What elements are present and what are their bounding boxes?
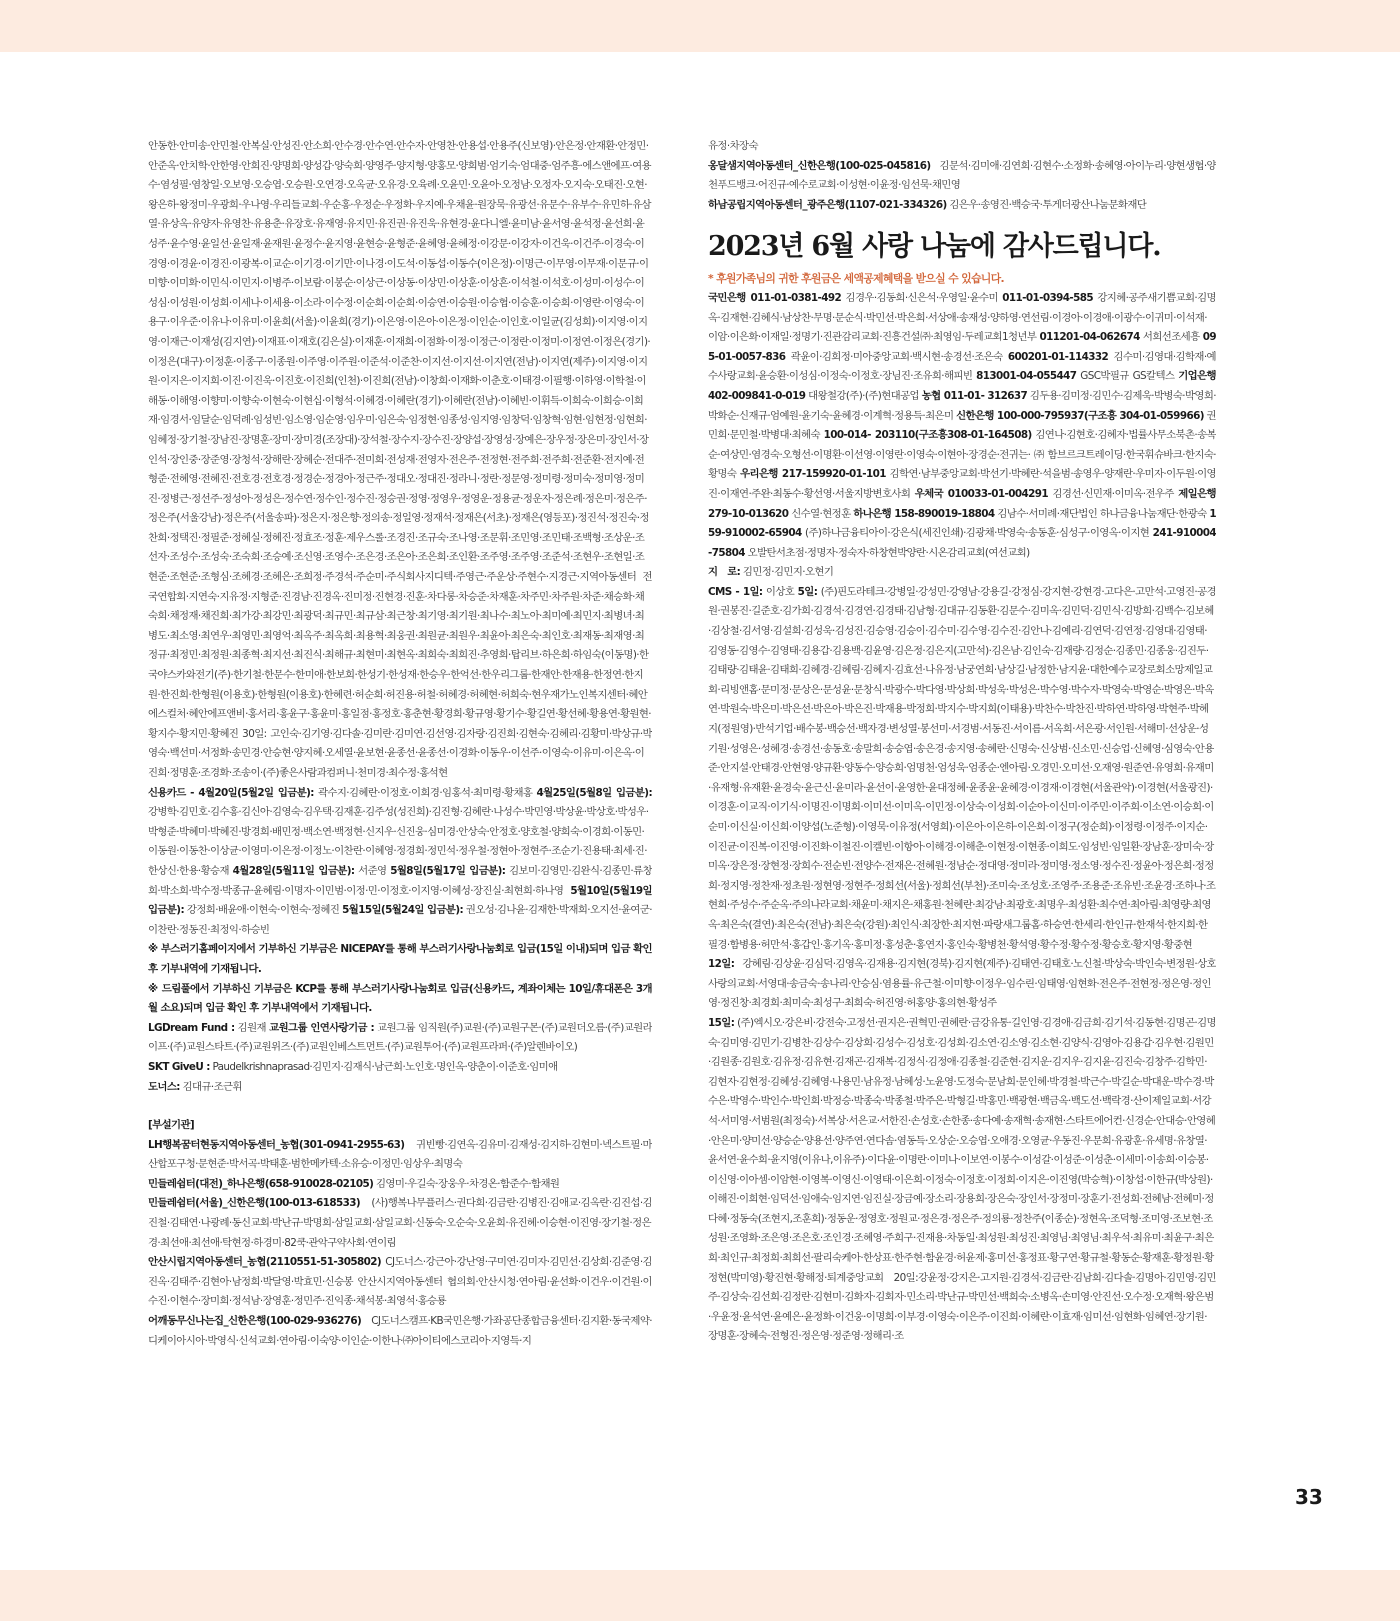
affiliate-entry <box>148 1175 652 1195</box>
page-number: 33 <box>1295 1485 1323 1509</box>
affiliate-entry <box>148 1312 652 1351</box>
center-label: 하남공립지역아동센터_광주은행(1107-021-334326) <box>708 198 947 211</box>
bank-account-donors: GSC박필규 GS칼텍스 <box>1076 370 1179 383</box>
bank-account-label: 우체국 010033-01-004291 <box>914 487 1049 500</box>
skt-donors: Paudelkrishnaprasad·김민지·김재식·남근희·노인호·명인옥·양춘이·이준호·임미애 <box>209 1060 558 1073</box>
card-label: 4월25일(5월8일 입금분): <box>536 786 652 799</box>
bank-account-label: 국민은행 011-01-0381-492 <box>708 291 842 304</box>
spacer <box>148 1097 652 1116</box>
bank-account-donors: 김경선·신민재·이미옥·전우주 <box>1048 487 1179 500</box>
bank-account-donors: 김연나·김현호·김혜자·법률사무소북촌·송복순·여상민·염경숙·오형선·이명환·이선영·이영란·이영숙·이현아·장경순·전귀는·㈜함브르크트레이딩·한국휘슈바크·한지숙·황명숙 <box>708 429 1216 481</box>
card-donors: 강병학·김민호·김수홍·김신아·김영숙·김우택·김재훈·김주성(성진희)·김진형·김혜란·나성수·박민영·박상윤·박상호·박성우·박형준·박혜미·박혜진·방경희·배민정·백소연·백정현·신지우·신진웅·심미경·안상숙·안정호·양호철·양희숙·이경희·이동민·이동원·이동찬·이상균·이영미·이은정·이정노·이찬란·이혜영·정경희·정민석·정우철·정현아·정현주·조순기·진용태·최세·진·한상신·한용·황승재 <box>148 806 649 877</box>
bank-account-label: 기업은행 402-009841-0-019 <box>708 370 1216 402</box>
bank-account-donors: 강지혜·공주새기쁨교회·김명옥·김재현·김혜식·남상찬·무명·문순식·박민선·박은희·서상애·송재성·양하영·연선림·이경아·이경애·이광수·이귀미·이석재·이암·이은화·이재일·정명기·진관감리교회·진흥건설㈜·최영임·두레교회1청년부 <box>708 291 1216 344</box>
card-label: 5월8일(5월17일 입금분): <box>390 864 506 877</box>
affiliate-donors: (사)행복나무플러스·권다희·김금란·김병진·김애교·김옥란·김진섭·김진철·김태연·나광례·동신교회·박난규·박명희·삼일교회·삼일교회·신동숙·오순숙·오윤희·유진혜·이승현·이진영·장기철·정은경·최선애·최선애·탁현정·하경미·82쿡·관악구약사회·연이림 <box>148 1197 652 1249</box>
bank-account-donors: 김수미·김영대·김학재·예수사랑교회·윤승환·이성심·이정숙·이정호·장님진·조유희·해피빈 <box>708 350 1216 383</box>
continued-line: 유정·차장숙 <box>708 140 758 152</box>
center-donors: 김문석·김미애·김연희·김현수·소정화·송혜영·아이누리·양현생협·양천푸드뱅크·어진규·예수로교회·이성현·이윤정·임선묵·채민영 <box>708 159 1216 192</box>
affiliate-label: 민들레쉼터(대전)_하나은행(658-910028-02105) <box>148 1177 374 1190</box>
bank-account-label: 011201-04-062674 <box>1039 331 1140 344</box>
affiliate-donors: 귀빈빵·김연옥·김유미·김재성·김지하·김현미·넥스트필·마산합포구청·문현준·박서곡·박태훈·범한메카텍·소유승·이정민·임상우·최명숙 <box>148 1138 652 1171</box>
cms-label: 5일: <box>797 585 818 598</box>
bottom-decorative-band <box>0 1570 1400 1621</box>
affiliate-entry <box>148 1136 652 1175</box>
donor-list: 안동한·안미송·안민철·안복실·안성진·안소희·안수경·안수연·안수자·안영찬·안용섭·안용주(신보영)·안은정·안재환·안정민·안준옥·안치학·안한영·안희진·양명희·양성갑·양숙희·양영주·양지형·양홍모·양희범·엄기숙·엄대중·엄주흥·에스앤에프·여용수·염성필·염창일·오보영·오승엽·오승원·오연경·오옥균·오유경·오육례·오윤민·오윤아·오정남·오정자·오지숙·오태진·오현·왕은하·왕정미·우광희·우나영·우리들교회·우순홍·우정순·우정화·우지예·우채윤·원장묵·유광선·유문수·유부수·유민하·유삼열·유상옥·유양자·유영찬·유용춘·유장호·유재영·유지민·유진권·유진욱·유현경·윤다니엘·윤미남·윤서영·윤석정·윤선희·윤성주·윤수영·윤일선·윤일재·윤재원·윤정수·윤지영·윤현승·윤형준·윤혜영·윤혜정·이강문·이강자·이건욱·이건주·이경숙·이경영·이경윤·이경진·이광복·이교순·이기경·이기만·이나경·이도석·이동섭·이동수(이은정)·이명근·이무영·이무재·이문규·이미향·이미화·이민식·이민지·이병주·이보람·이봉순·이상근·이상동·이상민·이상훈·이상흔·이석철·이석호·이성미·이성수·이성심·이성원·이성희·이세나·이세용·이소라·이수정·이순희·이순희·이승연·이승원·이승협·이승훈·이승희·이영란·이영숙·이용구·이우준·이유나·이유미·이윤희(서울)·이윤희(경기)·이은영·이은아·이은정·이인순·이인호·이일균(김성희)·이지영·이지영·이재근·이재성(김지연)·이재표·이재호(김은실)·이재훈·이재희·이점화·이정·이정근·이정란·이정미·이정연·이정은(경기)·이정은(대구)·이정훈·이종구·이종원·이주영·이주원·이준석·이준찬·이지선·이지선·이지연(전남)·이지연(제주)·이지영·이지원·이지은·이지희·이진·이진욱·이진호·이진희(인천)·이진희(전남)·이창희·이재화·이춘호·이태경·이필행·이하영·이학철·이해동·이해영·이향미·이향숙·이현숙·이현십·이형석·이혜경·이혜란(경기)·이혜란(전남)·이혜빈·이휘득·이희숙·이희승·이희재·임경서·임달순·임덕례·임성빈·임소영·임순영·임우미·임은숙·임정현·임종성·임지영·임창덕·임창혁·임현·임현정·임현희·임혜정·장기철·장남진·장명훈·장미·장미경(조장대)·장석철·장수지·장수진·장양섭·장영성·장예은·장우정·장은미·장인서·장인석·장인중·장준영·장청석·장해란·장혜순·전대주·전미희·전성재·전영자·전은주·전정현·전주희·전주희·전준환·전지예·전형준·전혜영·전혜진·전호경·전호경·정경순·정경아·정근주·정대오·정대진·정라니·정란·정문영·정미령·정미숙·정미영·정미진·정병근·정선주·정성아·정성은·정수연·정수인·정수진·정승권·정영·정영우·정영운·정용균·정운자·정은례·정은미·정은주·정은주(서울강남)·정은주(서울송파)·정은지·정은향·정의송·정일영·정재석·정재은(서초)·정재은(영등포)·정진석·정진숙·정찬희·정택진·정필준·정혜실·정혜진·정효조·정훈·제우스롤·조경진·조규숙·조나영·조문휘·조민영·조민태·조백형·조상운·조선자·조성수·조성숙·조숙희·조승예·조신영·조영수·조은경·조은아·조은희·조인환·조주영·조주영·조준석·조현우·조현일·조현준·조현준·조형심·조혜경·조혜은·조희정·주경석·주순미·주식회사지디텍·주영근·주운상·주현수·지경근·지역아동센터 전국연합회·지연숙·지유정·지형준·진경남·진경옥·진미정·진현경·진훈·차다롱·차승준·차재훈·차주민·차주원·차준·채승화·채숙희·채정재·채진희·최가강·최강민·최광덕·최규민·최규삼·최근창·최기영·최기원·최나수·최노아·최미예·최민지·최병녀·최병도·최소영·최연우·최영민·최영억·최옥주·최옥희·최용혁·최웅권·최원균·최원우·최윤아·최은숙·최인호·최재동·최재영·최정규·최정민·최정원·최종혁·최지선·최진식·최해규·최현미·최현옥·최희숙·최희진·추영희·탑리브·하은희·하임숙(이동명)·한국야스카와전기(주)·한기철·한문수·한미애·한보희·한성기·한성재·한승우·한억선·한우리그룹·한재안·한재용·한정연·한지원·한진희·한형원(이용호)·한형원(이용호)·한혜련·허순희·허진용·허철·허혜경·허혜현·허희숙·현우재가노인복지센터·혜안에스컬처·혜안에프앤비·홍서리·홍윤구·홍윤미·홍일점·홍정호·홍춘현·황경희·황규영·황기수·황길연·황선혜·황용연·황원현·황지수·황지민·황혜진 30일: 고인숙·김기영·김다솔·김미란·김미연·김선영·김자랑·김진희·김현숙·김혜리·김황미·박상규·박영숙·백선미·서정화·송민경·안승현·양지혜·오세열·윤보현·윤종선·윤종선·이경화·이동우·이선주·이영숙·이유미·이은옥·이진희·정명훈·조경화·조송이·(주)좋은사람과컴퍼니·천미경·최수정·홍석현 <box>148 140 652 779</box>
right-column <box>708 137 1216 1557</box>
section-heading: 2023년 6월 사랑 나눔에 감사드립니다. <box>708 231 1161 263</box>
affiliate-label: 민들레쉼터(서울)_신한은행(100-013-618533) <box>148 1197 360 1210</box>
bank-account-donors: 김남수·서미례·재단법인 하나금융나눔재단·한광숙 <box>994 507 1210 520</box>
affiliate-donors: CJ도너스·강근아·강난영·구미연·김미자·김민선·김상희·김준영·김진옥·김태주·김현아·남정희·박달영·박효민·신승봉 안산시지역아동센터 협의회·안산시청·연아림·윤선화·이건우·이건원·이수진·이현수·장미희·정석남·장영훈·정민주·진익종·채석봉·최영석·홍승룡 <box>148 1256 652 1308</box>
affiliate-entry <box>148 1253 652 1312</box>
lg-donors: 김원재 <box>234 1021 270 1034</box>
center-entry <box>708 196 1216 216</box>
credit-card-section <box>148 784 652 941</box>
notice-dreampool: ※ 드림풀에서 기부하신 기부금은 KCP를 통해 부스러기사랑나눔회로 입금(신용카드, 계좌이체는 10일/휴대폰은 3개월 소요)되며 입금 확인 후 기부내역에서 기재됩니다. <box>148 982 652 1015</box>
bank-account-donors: 권민희·문민철·박병대·최혜숙 <box>708 409 1216 442</box>
affiliate-label: 안산시립지역아동센터_농협(2110551-51-305802) <box>148 1256 382 1269</box>
kyowon-donors: 교원그룹 임직원(주)교원·(주)교원구몬·(주)교원더오름·(주)교원라이프·(주)교원스타트·(주)교원위즈·(주)교원인베스트먼트·(주)교원투어·(주)교원프라퍼·(주)알렌바이오) <box>148 1021 652 1054</box>
bank-account-list <box>708 289 1216 563</box>
bank-account-donors: 김학연·남부중앙교회·박선기·박혜란·석을범·송영우·양재란·우미자·이두원·이영진·이재연·주완·최동수·황선영·서울지방변호사회 <box>708 468 1216 500</box>
affiliate-title: [부설기관] <box>148 1119 195 1132</box>
cms-section <box>708 955 1216 1014</box>
giro-label: 지 로: <box>708 566 741 579</box>
donus-donors: 김대규·조근휘 <box>179 1080 242 1093</box>
card-donors: 서준영 <box>354 864 391 877</box>
center-entry <box>708 157 1216 196</box>
cms-donors: 이상호 <box>762 585 798 598</box>
bank-account-label: 241-910004-75804 <box>708 527 1216 559</box>
notice-nicepay: ※ 부스러기홈페이지에서 기부하신 기부금은 NICEPAY를 통해 부스러기사랑나눔회로 입금(15일 이내)되며 입금 확인 후 기부내역에 기재됩니다. <box>148 943 652 975</box>
left-column <box>148 137 652 1557</box>
bank-account-donors: 대왕철강(주)·(주)현대공업 <box>805 389 922 402</box>
bank-account-donors: 신수열·현정훈 <box>788 507 854 520</box>
bank-account-label: 095-01-0057-836 <box>708 331 1216 363</box>
cms-donors: 강혜림·김상윤·김심덕·김영옥·김재용·김지현(경북)·김지현(제주)·김태연·김태호·노신철·박상숙·박인숙·변정원·상호사랑의교회·서영대·송금숙·송나리·안승심·염용률·유근철·이미향·이정우·임수린·임태영·임현화·전은주·전현정·정은영·정인영·정진창·최경희·최미숙·최성구·최희숙·허진영·허홍양·홍의현·황성주 <box>708 958 1216 1010</box>
top-decorative-band <box>0 0 1400 52</box>
bank-account-label: 159-910002-65904 <box>708 507 1216 540</box>
bank-account-label: 신한은행 100-000-795937(구조흥 304-01-059966) <box>956 409 1204 422</box>
card-label: 5월10일(5월19일 입금분): <box>148 884 652 917</box>
giro-donors: 김민정·김민지·오현기 <box>740 566 834 579</box>
card-label: 신용카드 - 4월20일(5월2일 입금분): <box>148 786 314 799</box>
card-donors: 곽수지·김혜란·이정호·이희경·임홍석·최미령·황채홍 <box>313 786 537 799</box>
bank-account-donors: 김두용·김미정·김민수·김제욱·박병숙·박영희·박화순·신재규·엄예원·윤기숙·윤혜경·이계혁·정용득·최은미 <box>708 389 1216 422</box>
bank-account-donors: 곽윤이·김희정·미아중앙교회·백시현·송경선·조은숙 <box>785 350 1008 363</box>
bank-account-label: 하나은행 158-890019-18804 <box>853 507 995 520</box>
card-donors: 권오성·김나윤·김재한·박재희·오지선·윤여군·이찬란·정동진·최정익·하승빈 <box>148 904 652 936</box>
giro-entry <box>708 563 1216 583</box>
bank-account-label: 100-014- 203110(구조흥308-01-164508) <box>823 429 1032 442</box>
skt-giveu <box>148 1058 652 1078</box>
bank-account-label: 600201-01-114332 <box>1007 350 1109 363</box>
cms-section <box>708 583 1216 955</box>
lg-label: LGDream Fund : <box>148 1021 235 1034</box>
tax-deduction-note: * 후원가족님의 귀한 후원금은 세액공제혜택을 받으실 수 있습니다. <box>708 272 1005 286</box>
bank-account-label: 농협 011-01- 312637 <box>921 389 1028 402</box>
cms-label: CMS - 1일: <box>708 585 763 598</box>
affiliate-label: 어깨동무신나는집_신한은행(100-029-936276) <box>148 1315 362 1328</box>
center-label: 옹달샘지역아동센터_신한은행(100-025-045816) <box>708 159 931 172</box>
cms-donors: (주)핀도라테크·강병일·강성민·강영남·강용길·강정심·강지현·강현경·고다은·고만석·고영진·공경원·권봉진·길준호·김가희·김경석·김경연·김경태·김남형·김대규·김동환·김문수·김미옥·김민덕·김민식·김방희·김백수·김보혜·김상철·김서영·김설희·김성욱·김성진·김승영·김승이·김수미·김수영·김수진·김안나·김예리·김연덕·김연정·김영대·김영태·김영동·김영수·김영태·김용갑·김용백·김윤영·김은정·김은지(고만석)·김은남·김인숙·김재량·김정순·김종민·김종웅·김진두·김태량·김태윤·김태희·김혜경·김혜림·김혜지·김효선·나유정·남궁연희·남상길·남정한·남지윤·대한예수교장로회소망제일교회·리빙앤홈·문미정·문상은·문성윤·문창식·박광수·박다영·박상희·박성욱·박성은·박수영·박수자·박영숙·박영순·박영은·박옥연·박원숙·박은미·박은선·박은아·박은진·박재용·박정희·박지수·박지희(이태용)·박찬수·박찬진·박하연·박하영·박현주·박혜지(정원영)·반석기업·배수봉·백승선·백자경·변성열·봉선미·서경범·서동진·서이름·서옥희·서은광·서인원·서해미·선상운·성기원·성영은·성혜경·송경선·송동호·송말희·송승엽·송은경·송지영·송혜란·신명숙·신상범·신소민·신승업·신혜영·심영숙·안용준·안지설·안태경·안현영·양규환·양동수·양승희·엄명천·엄성욱·엄종순·엔아림·오경민·오미선·오재영·원준연·유영희·유재미·유재형·유재환·윤경숙·윤근신·윤미라·윤선이·윤영한·윤대정혜·윤종윤·윤혜경·이경재·이경현(서울관악)·이경현(서울광진)·이경훈·이교직·이기식·이명진·이명희·이미선·이미옥·이민정·이상숙·이성희·이순아·이신미·이주민·이주희·이소연·이승희·이순미·이신실·이신희·이양섭(노준형)·이영묵·이유정(서영희)·이은아·이은하·이은희·이정구(정순희)·이정령·이정주·이지순·이진균·이진복·이진영·이진화·이철진·이켈빈·이항아·이해경·이해춘·이현정·이현종·이희도·임성빈·임일환·장남훈·장미숙·장미옥·장은정·장현정·장희수·전순빈·전양수·전재은·전혜원·정남순·정대영·정미라·정미영·정소영·정수진·정윤아·정은희·정정희·정지영·정찬재·정초원·정현영·정현주·정희선(서울)·정희선(부천)·조미숙·조성호·조영주·조용준·조유빈·조윤경·조하나·조현희·주성수·주순옥·주의나라교회·채윤미·채지은·채홍원·천혜란·최강남·최광호·최명우·최성환·최수연·최아림·최영량·최영옥·최은숙(결연)·최은숙(전남)·최은숙(강원)·최인식·최장한·최지현·파랑새그룹홈·하승연·한세리·한인규·한재석·한지희·한필경·함병용·허만석·홍갑인·홍기옥·홍미정·홍성춘·홍연지·홍인숙·황병천·황석영·황수정·황수정·황승호·황지영·황중현 <box>708 585 1216 951</box>
cms-label: 12일: <box>708 958 735 971</box>
center-donors: 김은우·송영진·백승국·투게더광산나눔문화재단 <box>946 198 1147 211</box>
skt-label: SKT GiveU : <box>148 1060 210 1073</box>
card-donors: 강정희·배윤애·이현숙·이현숙·정혜진 <box>184 904 343 917</box>
bank-account-label: 813001-04-055447 <box>976 370 1077 383</box>
bank-account-donors: 오발탄서초점·정명자·정숙자·하창현박양란·시온감리교회(여선교회) <box>744 546 1030 559</box>
donus-label: 도너스: <box>148 1080 180 1093</box>
bank-account-label: 011-01-0394-585 <box>1002 291 1093 304</box>
affiliate-entry <box>148 1194 652 1253</box>
kyowon-label: 교원그룹 인연사랑기금 : <box>269 1021 375 1034</box>
affiliate-donors: 김영미·우길숙·장웅우·차경온·함준수·함채원 <box>373 1177 560 1190</box>
card-donors: 김보미·김영민·김완식·김종민·류창희·박소희·박수정·박종규·윤혜림·이명자·이민범·이정·민·이정호·이지영·이혜성·장진실·최현희·하나영 <box>148 864 652 897</box>
affiliate-donors: CJ도너스캠프·KB국민은행·가좌공단종합금융센터·김지환·동국제약·디케이아시아·박영식·신석교회·연아림·이숙양·이인순·이한나·㈜아이티에스코리아·지영득·지 <box>148 1315 652 1347</box>
bank-account-label: 우리은행 217-159920-01-101 <box>740 468 886 481</box>
lg-dream-fund <box>148 1019 652 1058</box>
cms-label: 15일: <box>708 1016 735 1029</box>
card-label: 4월28일(5월11일 입금분): <box>232 864 355 877</box>
bank-account-donors: 김경우·김동희·신은석·우영일·윤수미 <box>841 291 1003 304</box>
cms-donors: (주)엑시오·강은비·강전숙·고정선·권지은·권혁민·권혜란·금강유통·길인영·김경애·김금희·김기석·김동현·김명곤·김명숙·김미영·김민기·김병찬·김상수·김상희·김성수·김성호·김성희·김소연·김소영·김소현·김양식·김영아·김용갑·김우현·김원민·김원종·김원호·김유정·김유현·김재곤·김재복·김정식·김정애·김종철·김준현·김지운·김지우·김지윤·김진숙·김창주·김학민·김현자·김현정·김혜성·김혜영·나용민·남유정·남혜성·노윤영·도정숙·문남희·문인혜·박경철·박근수·박길순·박대운·박수경·박수은·박영수·박인수·박인희·박정승·박종숙·박종철·박주은·박형길·박홍민·백광현·백금옥·백도선·백락경·산이제일교회·서강석·서미영·서범원(최정숙)·서복상·서은교·서한진·손성호·손한종·송다예·송재혁·송재현·스타트에어컨·신경순·안대승·안영혜·안은미·양미선·양승순·양용선·양주연·연다솜·염동득·오상순·오승엽·오애경·오영균·우동진·우문희·유광훈·유세명·유창열·윤서연·윤수희·윤지영(이유나,이유주)·이다윤·이명란·이미나·이보연·이봉수·이성갈·이성준·이성춘·이세미·이송희·이승봉·이신영·이아셈·이암현·이영복·이영신·이영태·이은희·이정숙·이정호·이정희·이지은·이진영(박승혁)·이창섭·이한규(박상원)·이해진·이희현·임덕선·임애숙·임지연·임진실·장금예·장소리·장용희·장은숙·장인서·장정미·장훈기·전성희·전혜남·전혜미·정다혜·정동숙(조현지,조훈희)·정동운·정영호·정원교·정은경·정은주·정의룡·정찬주(이종순)·정현옥·조덕형·조미영·조보현·조성원·조영화·조은영·조은호·조인경·조혜영·주희구·진재용·차동일·최성원·최성진·최영님·최영님·최우석·최유미·최윤구·최은희·최인규·최정희·최희선·팔리숙케아·한상표·한주현·함윤경·허윤제·홍미선·홍정표·황구연·황규철·황동순·황재훈·황정원·황정현(박미영)·황진현·황해정·퇴계중앙교회 20일:강윤정·강지은·고지원·김경석·김금란·김남희·김다솔·김명아·김민영·김민주·김상숙·김선희·김정란·김현미·김화자·김회자·민소리·박난규·박민선·백희숙·소병옥·손미영·안진선·오수정·오재혁·왕은범·우윤정·윤석연·윤예은·윤정화·이건웅·이명희·이부경·이영숙·이은주·이진희·이혜란·이효재·임미선·임현화·임혜연·장기원·장명훈·장혜숙·전형진·정은영·정준영·정해리·조 <box>708 1016 1216 1343</box>
card-label: 5월15일(5월24일 입금분): <box>342 904 464 917</box>
bank-account-donors: 서희선조세흥 <box>1139 331 1203 344</box>
bank-account-label: 제일은행 279-10-013620 <box>708 487 1216 520</box>
cms-section <box>708 1014 1216 1347</box>
bank-account-donors: (주)하나금융티아이·강은식(세진인쇄)·김광채·박영숙·송동훈·심성구·이영옥·이지현 <box>801 527 1153 540</box>
donus <box>148 1078 652 1098</box>
affiliate-label: LH행복꿈터현동지역아동센터_농협(301-0941-2955-63) <box>148 1138 405 1151</box>
